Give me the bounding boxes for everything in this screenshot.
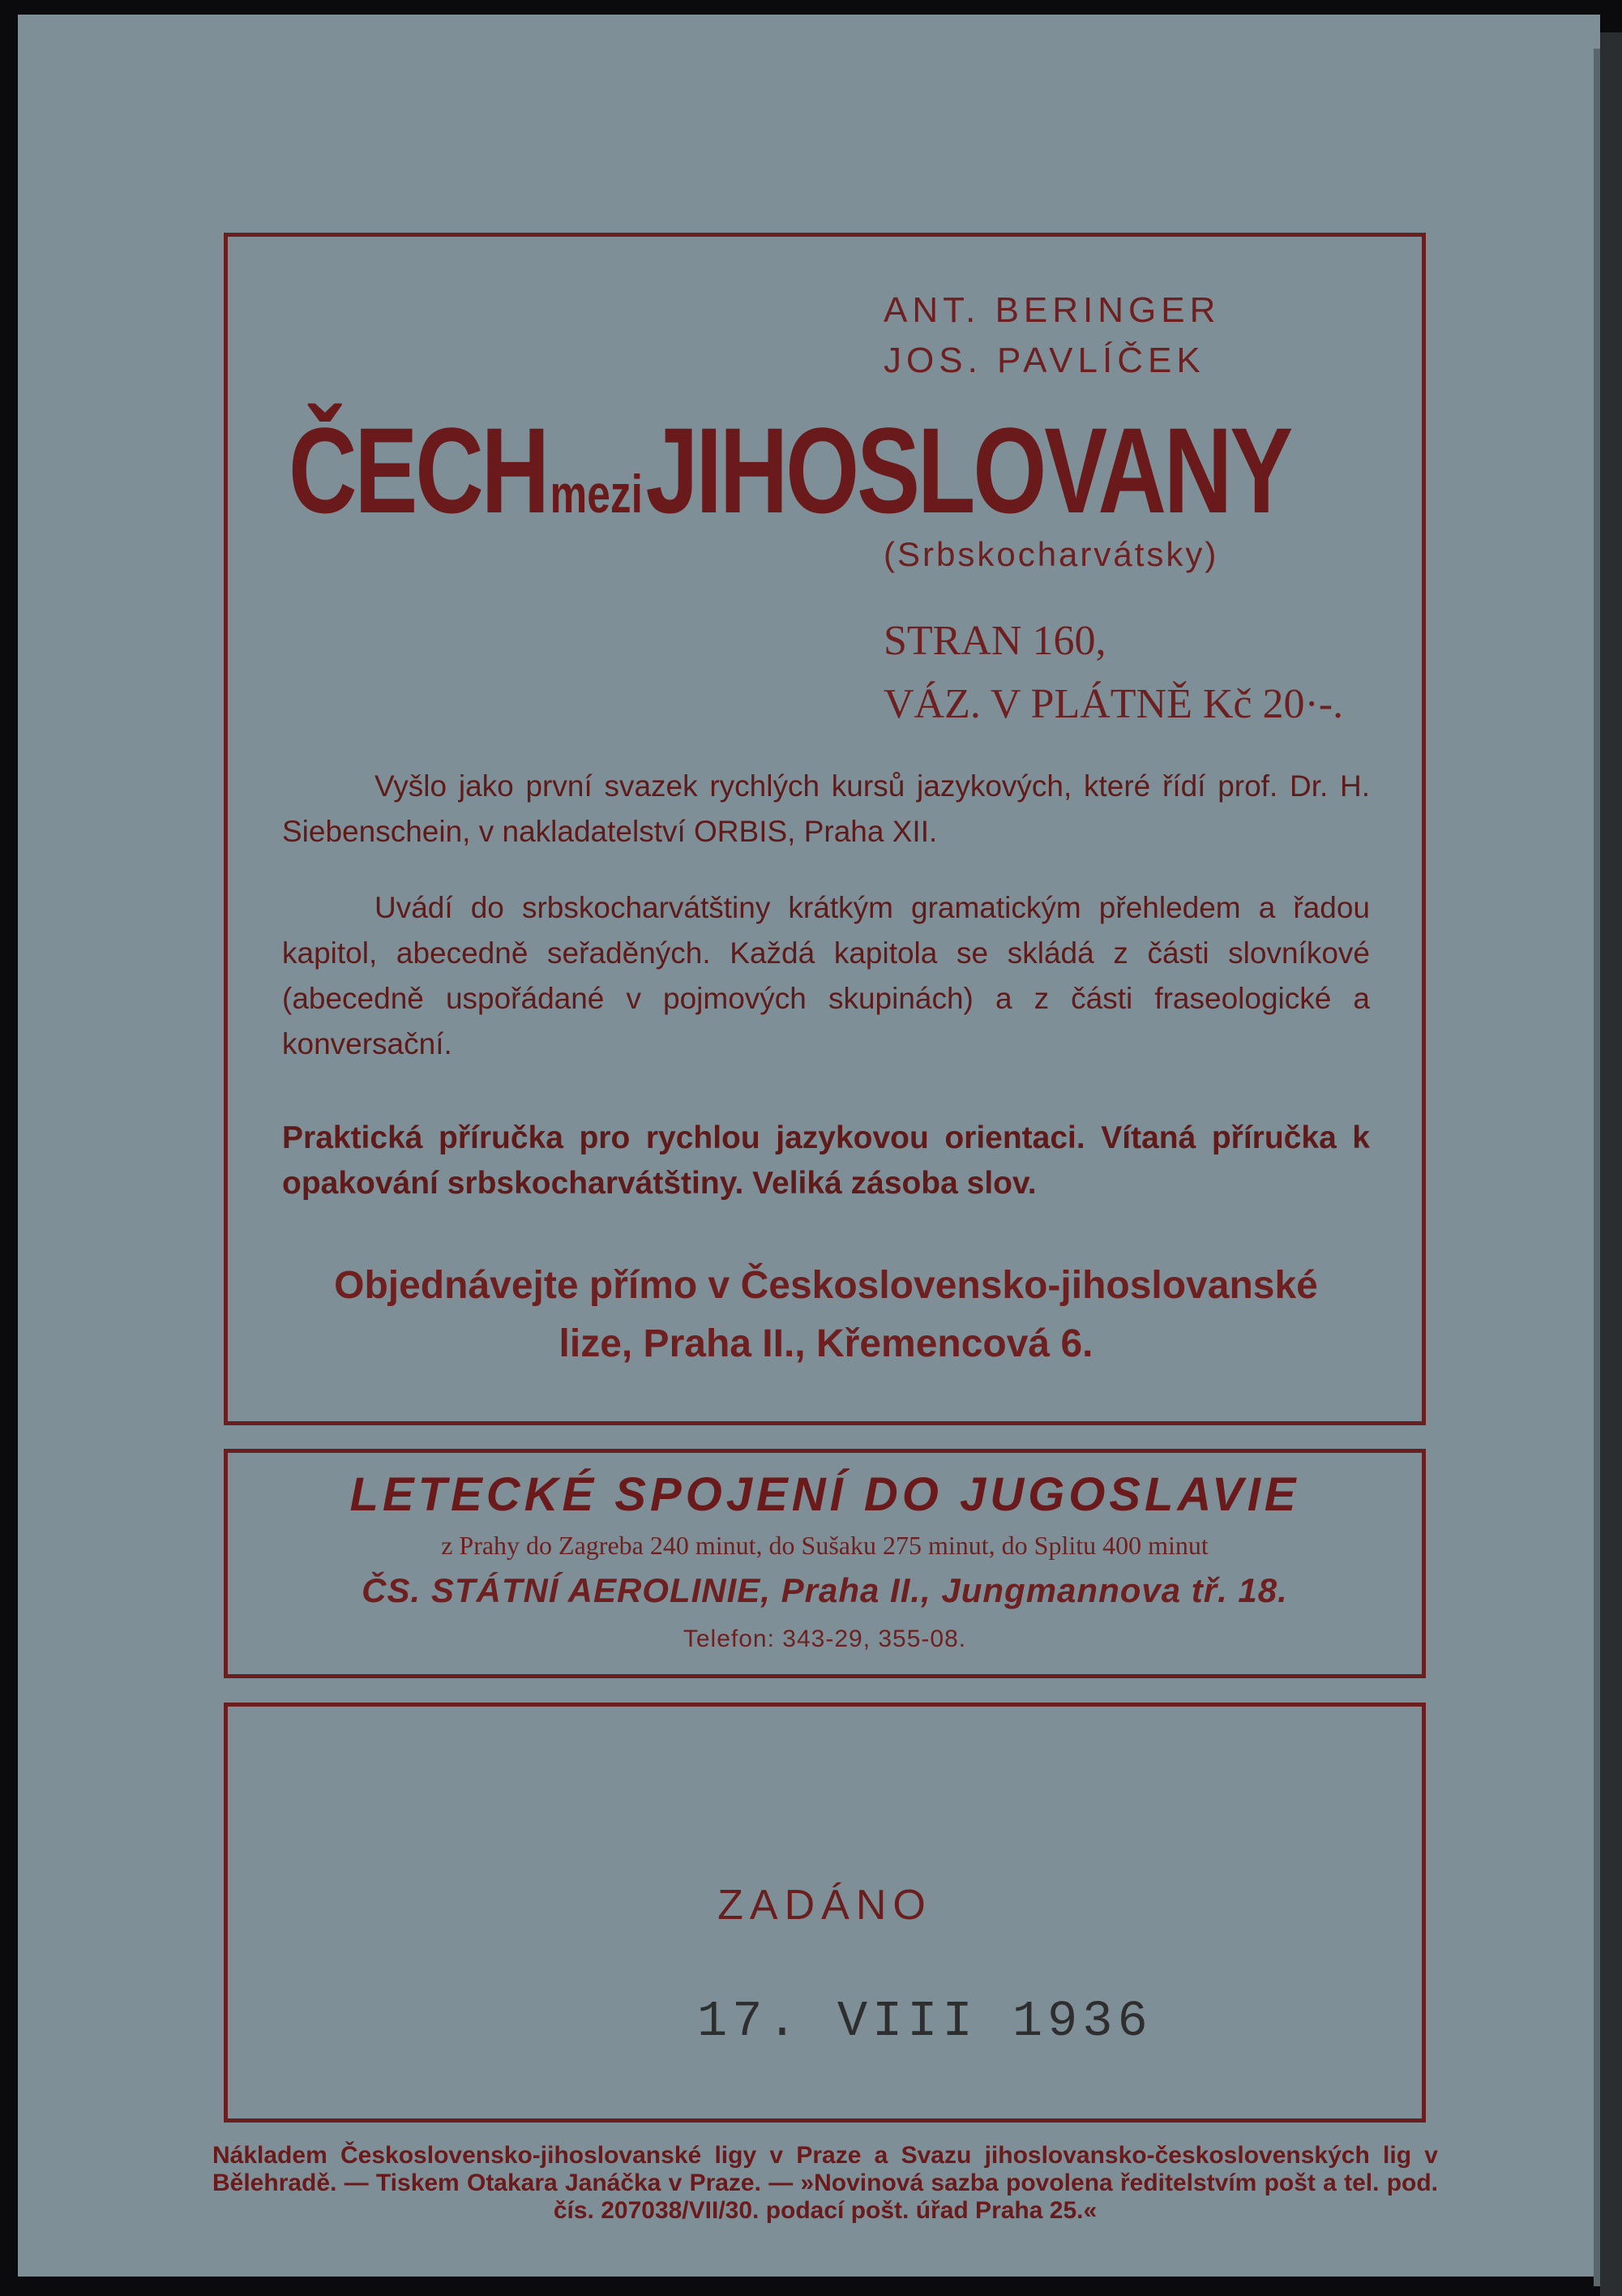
air-ad-title: LETECKÉ SPOJENÍ DO JUGOSLAVIE [349,1468,1300,1521]
order-line-1: Objednávejte přímo v Československo-jihoslovanské [334,1264,1318,1307]
author-2: JOS. PAVLÍČEK [884,341,1205,380]
book-spine [1600,32,1622,2296]
title-part-1: ČECH [289,402,548,538]
title-part-2: mezi [550,464,643,524]
air-company: ČS. STÁTNÍ AEROLINIE, Praha II., Jungmannova tř. 18. [362,1571,1288,1609]
paragraph-recommendation: Praktická příručka pro rychlou jazykovou orientaci. Vítaná příručka k opakování srbskocharvátštiny. Veliká zásoba slov. [282,1120,1370,1201]
date-stamp: 17. VIII 1936 [697,1993,1153,2050]
paragraph-publication: Vyšlo jako první svazek rychlých kursů jazykových, které řídí prof. Dr. H. Siebenschein, v nakladatelství ORBIS, Praha XII. [282,769,1370,848]
page-edge [1594,49,1600,2286]
order-info [282,1257,1370,1373]
order-line-2: lize, Praha II., Křemencová 6. [558,1322,1093,1365]
air-routes: z Prahy do Zagreba 240 minut, do Sušaku 275 minut, do Splitu 400 minut [441,1531,1209,1560]
imprint: Nákladem Československo-jihoslovanské ligy v Praze a Svazu jihoslovansko-československých lig v Bělehradě. — Tiskem Otakara Janáčka v Praze. — »Novinová sazba povolena ředitelstvím pošt a tel. pod. čís. 207038/VII/30. podací pošt. úřad Praha 25.« [212,2142,1438,2224]
reserved-label: ZADÁNO [717,1882,932,1929]
authors [884,285,1220,386]
author-1: ANT. BERINGER [884,290,1221,330]
paragraph-description: Uvádí do srbskocharvátštiny krátkým gramatickým přehledem a řadou kapitol, abecedně seřaděných. Každá kapitola se skládá z části slovníkové (abecedně uspořádané v pojmových skupinách) a z části fraseologické a konversační. [282,891,1370,1060]
air-phone: Telefon: 343-29, 355-08. [683,1626,967,1652]
price: VÁZ. V PLÁTNĚ Kč 20·-. [884,681,1344,727]
book-details [884,610,1343,736]
title-part-3: JIHOSLOVANY [645,402,1291,538]
book-subtitle: (Srbskocharvátsky) [884,535,1219,573]
page-count: STRAN 160, [884,618,1106,664]
